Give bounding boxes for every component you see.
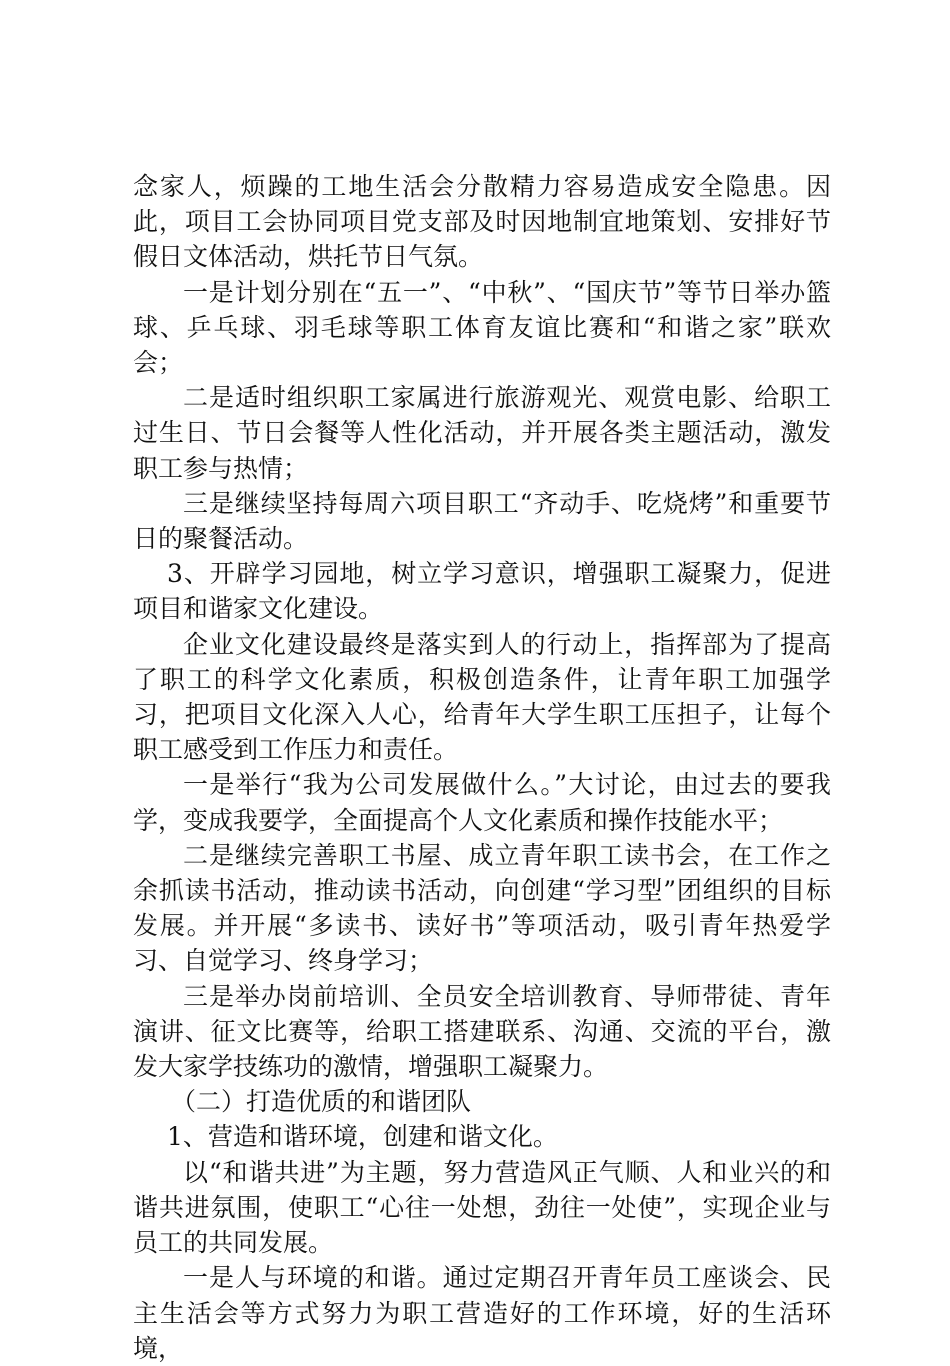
paragraph-training: 三是举办岗前培训、全员安全培训教育、导师带徒、青年演讲、征文比赛等，给职工搭建联系、沟通、交流的平台，激发大家学技练功的激情，增强职工凝聚力。 bbox=[133, 981, 831, 1082]
paragraph-saturday-bbq: 三是继续坚持每周六项目职工“齐动手、吃烧烤”和重要节日的聚餐活动。 bbox=[133, 488, 831, 554]
document-body bbox=[133, 169, 831, 1366]
paragraph-family-activities: 二是适时组织职工家属进行旅游观光、观赏电影、给职工过生日、节日会餐等人性化活动，并开展各类主题活动，激发职工参与热情； bbox=[133, 383, 831, 483]
paragraph-reading-club: 二是继续完善职工书屋、成立青年职工读书会，在工作之余抓读书活动，推动读书活动，向创建“学习型”团组织的目标发展。并开展“多读书、读好书”等项活动，吸引青年热爱学习、自觉学习、终身学习； bbox=[133, 840, 831, 976]
paragraph-harmony-theme: 以“和谐共进”为主题，努力营造风正气顺、人和业兴的和谐共进氛围，使职工“心往一处想，劲往一处使”，实现企业与员工的共同发展。 bbox=[133, 1157, 831, 1258]
section-heading-team: （二）打造优质的和谐团队 bbox=[171, 1087, 472, 1117]
paragraph-continuation: 念家人，烦躁的工地生活会分散精力容易造成安全隐患。因此，项目工会协同项目党支部及时因地制宜地策划、安排好节假日文体活动，烘托节日气氛。 bbox=[133, 172, 831, 272]
paragraph-corporate-culture: 企业文化建设最终是落实到人的行动上，指挥部为了提高了职工的科学文化素质，积极创造条件，让青年职工加强学习，把项目文化深入人心，给青年大学生职工压担子，让每个职工感受到工作压力和责任。 bbox=[133, 629, 831, 765]
paragraph-discussion: 一是举行“我为公司发展做什么。”大讨论，由过去的要我学，变成我要学，全面提高个人文化素质和操作技能水平； bbox=[133, 770, 831, 835]
section-heading-environment: 1、营造和谐环境，创建和谐文化。 bbox=[167, 1122, 558, 1152]
paragraph-holiday-events: 一是计划分别在“五一”、“中秋”、“国庆节”等节日举办篮球、乒乓球、羽毛球等职工体育友谊比赛和“和谐之家”联欢会； bbox=[133, 277, 831, 378]
section-heading-learning-garden: 3、开辟学习园地，树立学习意识，增强职工凝聚力，促进项目和谐家文化建设。 bbox=[133, 559, 831, 624]
paragraph-people-environment: 一是人与环境的和谐。通过定期召开青年员工座谈会、民主生活会等方式努力为职工营造好的工作环境，好的生活环境， bbox=[133, 1263, 831, 1363]
